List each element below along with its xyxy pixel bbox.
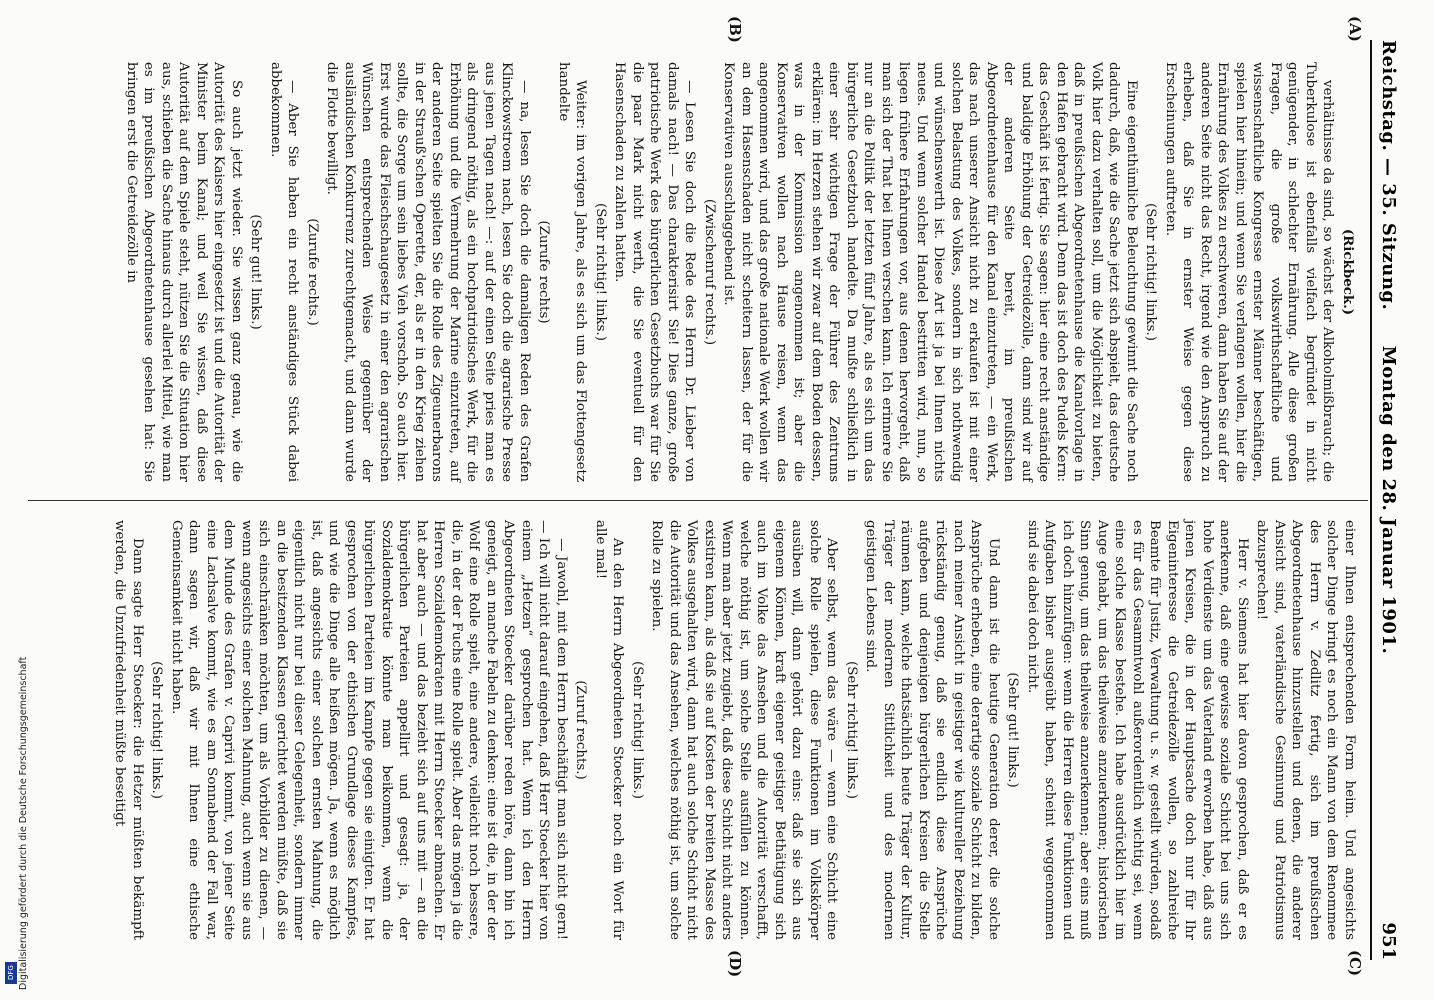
header-date: Montag den 28. Januar 1901.	[1378, 345, 1399, 655]
interjection: (Sehr gut! links.)	[248, 214, 264, 330]
speaker-name: (Rickbeck.)	[1340, 228, 1356, 316]
paragraph: So auch jetzt wieder. Sie wissen ganz genau, wie die Autorität des Kaisers hier eingesetzt ist und die Autorität der Minister beim Kanal; und weil Sie wissen, daß diese Autorität auf dem Spiele steht, nützen Sie die Situation hier aus, schieben die Sache hinaus durch allerlei Mittel, wie man es im preußischen Abgeordnetenhause gesehen hat: Sie bringen erst die Getreidezölle in	[124, 62, 244, 482]
interjection: (Zurufe rechts.)	[305, 218, 320, 326]
paragraph: Herr v. Siemens hat hier davon gesprochen, daß er es anerkenne, daß eine gewisse soziale Schicht bei uns sich hohe Verdienste um das Vaterland erworben habe, daß aus jenen Kreisen, die in der Hauptsache doch nur für Ihr Eigeninteresse die Getreidezölle wollen, so zahlreiche Beamte für Justiz, Verwaltung u. s. w. gestellt würden, sodaß es für das Gesammtwohl außerordentlich wichtig sei, wenn eine solche Klasse bestehe. Ich habe ausdrücklich hier im Auge gehabt, um das theilweise anzuerkennen; historischen Sinn genug, um das theilweise anzuerkennen; aber eins muß ich doch hinzufügen: wenn die Herren diese Funktionen und Aufgaben bisher ausgeübt haben, scheint weggenommen sind sie dabei doch nicht.	[1025, 520, 1250, 940]
interjection: (Sehr richtig! links.)	[630, 661, 645, 799]
dfg-logo: DFG	[5, 962, 17, 984]
interjection: (Sehr richtig! links.)	[593, 203, 608, 341]
paragraph: verhältnisse da sind, so wächst der Alkoholmißbrauch; die Tuberkulose ist ebenfalls vielfach begründet in nicht genügender, in schlechter Ernährung. Alle diese großen Fragen, die große volkswirthschaftliche und wissenschaftliche Kongresse ernster Männer beschäftigen, spielen hier hinein; und wenn Sie verlangen wollen, hier die Ernährung des Volkes zu erschweren, dann haben Sie auf der anderen Seite nicht das Recht, irgend wie den Anspruch zu erheben, daß Sie in ernster Weise gegen diese Erscheinungen auftreten.	[1163, 62, 1336, 482]
column-divider	[28, 500, 1368, 501]
paragraph: — na, lesen Sie doch die damaligen Reden des Grafen Klinckowstroem nach, lesen Sie doch die agrarische Presse aus jenen Tagen nach! —: auf der einen Seite pries man es als dringend nöthig, als ein hochpatriotisches Werk, für die Erhöhung und die Vermehrung der Marine einzutreten, auf der anderen Seite spielten Sie die Rolle des Zigeunerbarons in der Strauß'schen Operette, der, als er in den Krieg ziehen sollte, die Sorge um sein liebes Vieh vorschob. So auch hier. Erst wurde das Fleischschaugesetz in einer den agrarischen Wünschen entsprechenden Weise gegenüber der ausländischen Konkurrenz zurechtgemacht, und dann wurde die Flotte bewilligt.	[324, 62, 532, 482]
paragraph: — Aber Sie haben ein recht anständiges Stück dabei abbekommen.	[268, 62, 301, 482]
paragraph: — Lesen Sie doch die Rede des Herrn Dr. Lieber von damals nach! — Das charakterisirt Sie! Dies ganze, große patriotische Werk des bürgerlichen Gesetzbuchs war für Sie die paar Mark nicht werth, die Sie eventuell für den Hasenschaden zu zahlen hatten.	[612, 62, 698, 482]
paragraph: Eine eigenthümliche Beleuchtung gewinnt die Sache noch dadurch, daß, wie die Sache jetzt sich abspielt, das deutsche Volk hier dazu verhalten soll, um die Möglichkeit zu bieten, daß in preußischen Abgeordnetenhause die Kanalvorlage in den Hafen gebracht wird. Denn das ist doch des Pudels Kern: das Geschäft ist fertig. Sie sagen: hier eine recht anständige und baldige Erhöhung der Getreidezölle, dann sind wir auf der anderen Seite bereit, im preußischen Abgeordnetenhause für den Kanal einzutreten, — ein Werk, das nach unserer Ansicht nicht zu erkaufen ist mit einer solchen Belastung des Volkes, sondern in sich nothwendig und wünschenswerth ist. Diese Art ist ja bei Ihnen nichts neues. Und wenn solcher Handel bestritten wird, nun, so liegen frühere Erfahrungen vor, aus denen hervorgeht, daß man sich der That bei Ihnen verschen kann. Ich erinnere Sie nur an die Politik der letzten fünf Jahre, als es sich um das bürgerliche Gesetzbuch handelte. Da mußte schließlich in einer sehr wichtigen Frage der Führer des Zentrums erklären: im Herzen stehen wir zwar auf dem Boden dessen, was in der Kommission angenommen ist; aber die Konservativen wollen nach Hause reisen, wenn das angenommen wird, und das große nationale Werk wollen wir an dem Hasenschaden nicht scheitern lassen, der für die Konservativen ausschlaggebend ist.	[721, 62, 1139, 482]
page-header	[1370, 40, 1406, 960]
margin-marker-c: (C)	[1346, 950, 1364, 977]
margin-marker-a: (A)	[1346, 16, 1364, 42]
paragraph: Dann sagte Herr Stoecker: die Hetzer müßten bekämpft werden, die Unzufriedenheit müßte beseitigt	[112, 520, 145, 940]
digitization-attribution: Digitalisierung gefördert durch die Deutsche Forschungsgemeinschaft	[18, 656, 29, 990]
footer	[2, 0, 29, 1000]
interjection: (Zuruf rechts.)	[573, 680, 589, 780]
interjection: (Sehr gut! links.)	[1005, 672, 1021, 788]
interjection: (Sehr richtig! links.)	[844, 661, 859, 799]
paragraph: Und dann ist die heutige Generation derer, die solche Ansprüche erheben, eine derartige soziale Schicht zu bilden, nach meiner Ansicht in geistiger wie kultureller Beziehung rückständig genug, daß sie endlich diese Ansprüche aufgeben und denjenigen bürgerlichen Kreisen die Stelle räumen kann, welche thatsächlich heute Träger der Kultur, Träger der modernen Sittlichkeit und des modernen geistigen Lebens sind.	[863, 520, 1001, 940]
paragraph: einer Ihnen entsprechenden Form heim. Und angesichts solcher Dinge bringt es noch ein Mann von dem Renommee des Herrn v. Zedlitz fertig, sich im preußischen Abgeordnetenhause hinzustellen und denen, die anderer Ansicht sind, vaterländische Gesinnung und Patriotismus abzusprechen!	[1254, 520, 1357, 940]
interjection: (Sehr richtig! links.)	[149, 661, 165, 799]
interjection: (Zwischenruf rechts.)	[702, 198, 717, 346]
paragraph: An den Herrn Abgeordneten Stoecker noch ein Wort für alle mal!	[593, 520, 626, 940]
right-column	[38, 520, 1358, 940]
page-number: 951	[1378, 922, 1399, 960]
header-left: Reichstag. — 35. Sitzung.	[1378, 40, 1399, 311]
left-column	[38, 62, 1358, 482]
paragraph: — Jawohl, mit dem Herrn beschäftigt man sich nicht gern! — Ich will nicht darauf eingehen, daß Herr Stoecker hier von einem „Hetzen“ gesprochen hat. Wenn ich den Herrn Abgeordneten Stoecker darüber reden höre, dann bin ich geneigt, an manche Fabeln zu denken: eine ist die, in der der Wolf eine Rolle spielt, eine andere, vielleicht noch bessere, die, in der der Fuchs eine Rolle spielt. Aber das mögen ja die Herren Sozialdemokraten mit Herrn Stoecker abmachen. Er hat aber auch — und das bezieht sich auf uns mit — an die bürgerlichen Parteien appellirt und gesagt: ja, der Sozialdemokratie könnte man beikommen, wenn die bürgerlichen Parteien im Kampfe gegen sie einigten. Er hat gesprochen von der ethischen Grundlage dieses Kampfes, und wie die Dinge alle heißen mögen. Ja, wenn es möglich ist, daß angesichts einer solchen ernsten Mahnung, die eigentlich nicht nur bei dieser Gelegenheit, sondern immer an die besitzenden Klassen gerichtet werden müßte, daß sie sich einschränken möchten, um als Vorbilder zu dienen, — wenn angesichts einer solchen Mahnung, auch wenn sie aus dem Munde des Grafen v. Caprivi kommt, von jener Seite eine Lachsalve kommt, wie es am Sonnabend der Fall war, dann sagen wir, daß wir mit Ihnen eine ethische Gemeinsamkeit nicht haben.	[169, 520, 569, 940]
interjection: (Zurufe rechts)	[536, 220, 552, 324]
paragraph: Aber selbst, wenn das wäre — wenn eine Schicht eine solche Rolle spielen, diese Funktionen im Volkskörper ausüben will, dann gehört dazu eins: daß sie sich aus eigenem Können, kraft eigener geistiger Bethätigung sich auch im Volke das Ansehen und die Autorität verschafft, welche nöthig ist, um solche Stelle ausfüllen zu können. Wenn man aber jetzt zugiebt, daß diese Schicht nicht anders existiren kann, als daß sie auf Kosten der breiten Masse des Volkes ausgehalten wird, dann hat auch solche Schicht nicht die Autorität und das Ansehen, welches nöthig ist, um solche Rolle zu spielen.	[649, 520, 840, 940]
margin-marker-b: (B)	[726, 16, 744, 43]
margin-marker-d: (D)	[726, 950, 744, 978]
interjection: (Sehr richtig! links.)	[1143, 203, 1159, 341]
paragraph: Weiter: im vorigen Jahre, als es sich um das Flottengesetz handelte	[556, 62, 589, 482]
